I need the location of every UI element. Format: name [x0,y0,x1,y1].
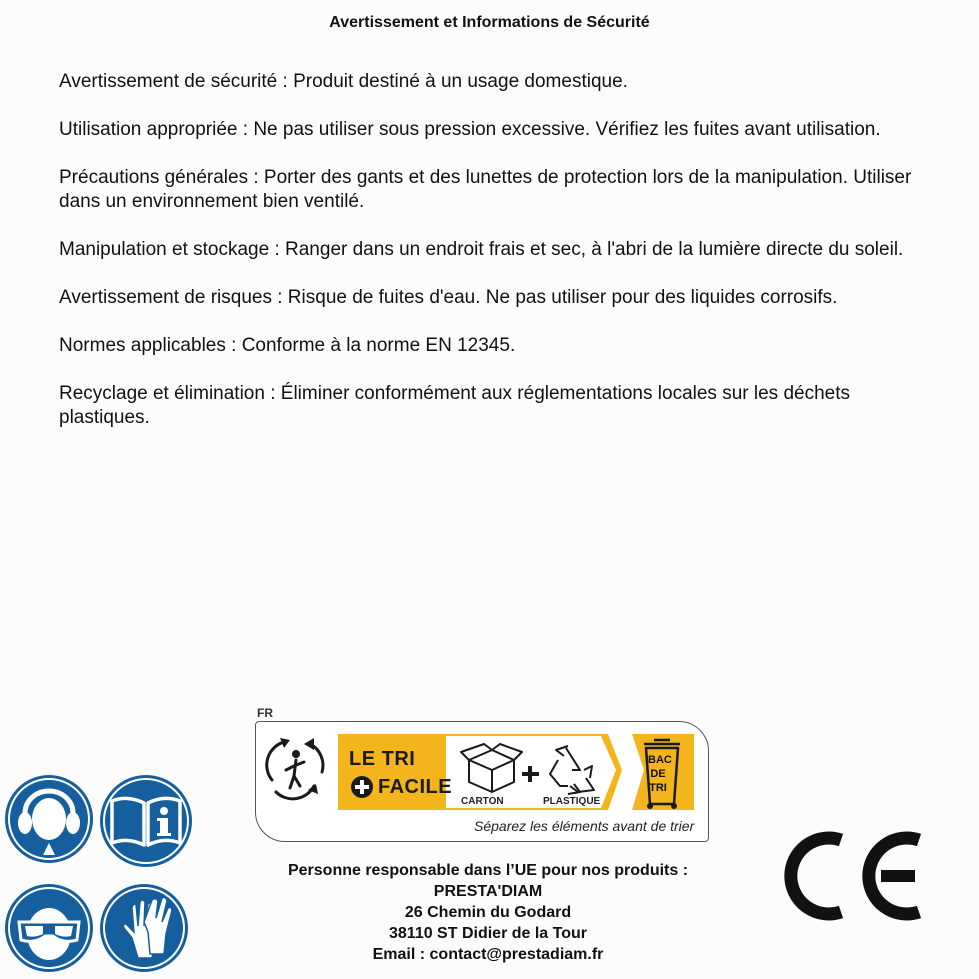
bin-label-line1: BAC [648,754,672,766]
responsible-email: Email : contact@prestadiam.fr [372,946,604,963]
plastique-label: PLASTIQUE [543,796,601,807]
responsible-city: 38110 ST Didier de la Tour [389,925,587,942]
triman-recycling-label [255,721,709,842]
section-standards: Normes applicables : Conforme à la norme EN 12345. [59,335,516,356]
section-proper-use: Utilisation appropriée : Ne pas utiliser sous pression excessive. Vérifiez les fuites avant utilisation. [59,119,881,140]
bin-label-line2: DE [650,768,666,780]
responsible-heading: Personne responsable dans l’UE pour nos produits : [287,862,689,879]
carton-label: CARTON [461,796,504,807]
section-handling-storage: Manipulation et stockage : Ranger dans un endroit frais et sec, à l'abri de la lumière directe du soleil. [59,239,904,260]
responsible-person-block [200,860,776,965]
section-safety-warning: Avertissement de sécurité : Produit destiné à un usage domestique. [59,71,628,92]
triman-language-label: FR [257,706,273,720]
triman-line1: LE TRI [349,748,416,770]
page-title: Avertissement et Informations de Sécurité [329,14,650,31]
ear-protection-icon [3,773,95,865]
safety-sections [59,70,919,454]
read-manual-icon [98,773,194,869]
ce-mark-icon [783,826,925,926]
triman-note: Séparez les éléments avant de trier [474,818,695,834]
triman-line2: FACILE [378,776,453,798]
safety-gloves-icon [98,882,190,974]
safety-goggles-icon [3,882,95,974]
responsible-street: 26 Chemin du Godard [404,904,572,921]
section-recycling: Recyclage et élimination : Éliminer conformément aux réglementations locales sur les déchets plastiques. [59,383,850,428]
section-risk-warning: Avertissement de risques : Risque de fuites d'eau. Ne pas utiliser pour des liquides corrosifs. [59,287,838,308]
responsible-company: PRESTA'DIAM [433,883,543,900]
bin-label-line3: TRI [649,782,667,794]
triman-arrow-icon [304,738,314,750]
section-general-precautions: Précautions générales : Porter des gants et des lunettes de protection lors de la manipulation. Utiliser dans un environnement bien ventilé. [59,167,912,212]
